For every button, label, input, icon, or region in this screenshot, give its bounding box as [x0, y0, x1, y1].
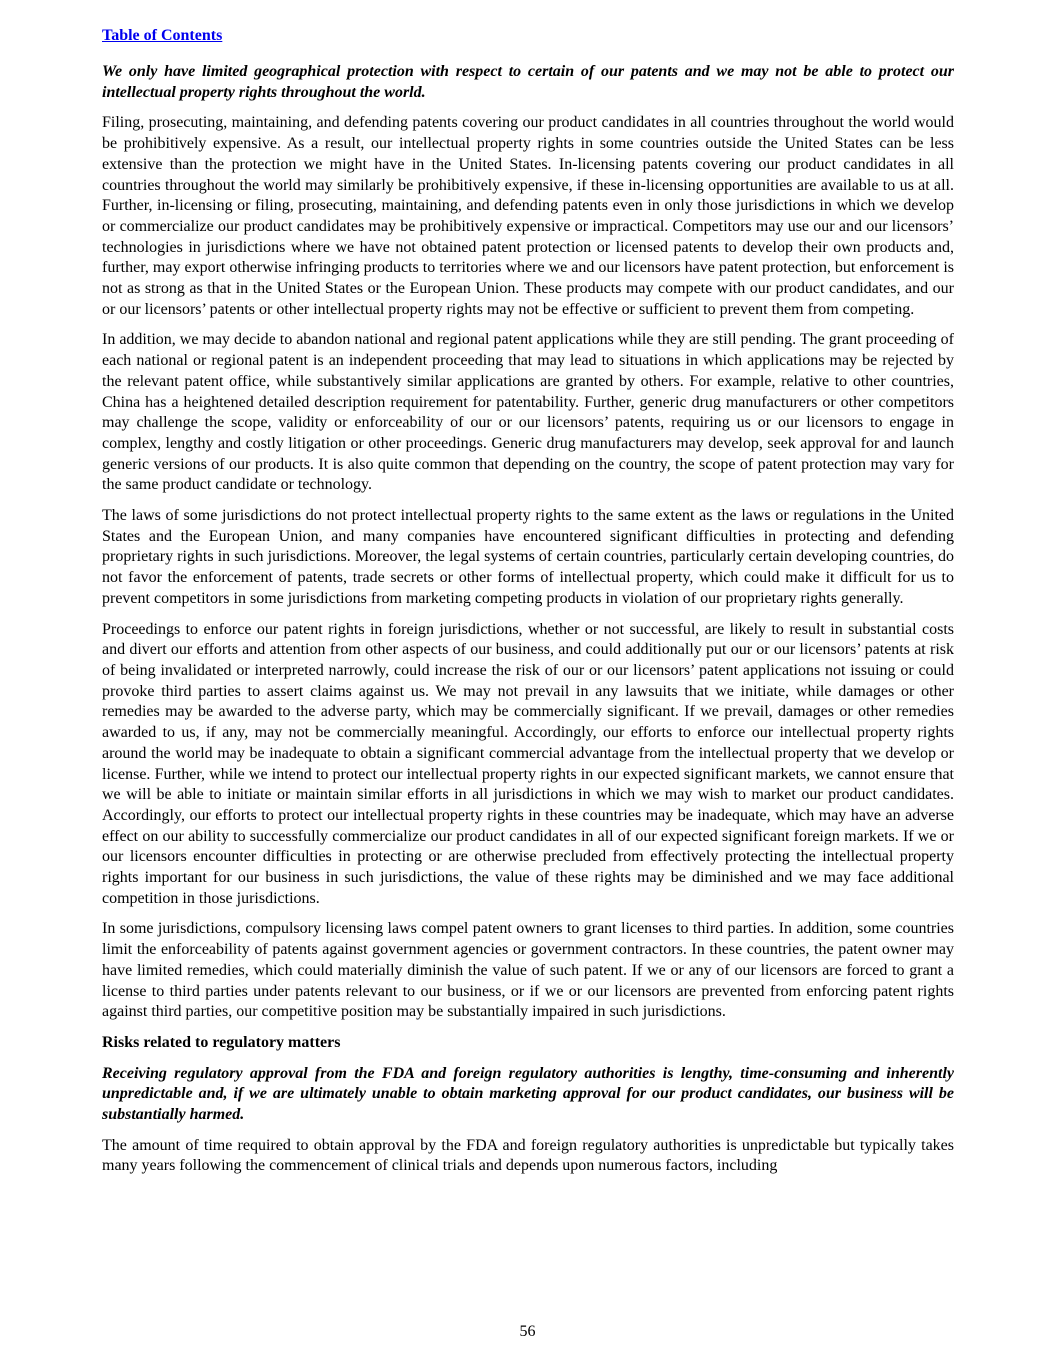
patent-protection-heading: We only have limited geographical protection with respect to certain of our patents and we may not be able to protect our intellectual property rights throughout the world.: [102, 63, 954, 101]
paragraph: In some jurisdictions, compulsory licensing laws compel patent owners to grant licenses to third parties. In addition, some countries limit the enforceability of patents against government agencies or government contractors. In these countries, the patent owner may have limited remedies, which could materially diminish the value of such patent. If we or any of our licensors are forced to grant a license to third parties under patents relevant to our business, or if we or our licensors are prevented from enforcing patent rights against third parties, our competitive position may be substantially impaired in such jurisdictions.: [102, 920, 954, 1021]
page-number: 56: [519, 1323, 536, 1340]
table-of-contents-link[interactable]: Table of Contents: [102, 27, 223, 44]
regulatory-approval-heading: Receiving regulatory approval from the FDA and foreign regulatory authorities is lengthy, time-consuming and inherently unpredictable and, if we are ultimately unable to obtain marketing approval for our product candidates, our business will be substantially harmed.: [102, 1064, 954, 1124]
document-page: [102, 26, 954, 1187]
paragraph: The amount of time required to obtain approval by the FDA and foreign regulatory authorities is unpredictable but typically takes many years following the commencement of clinical trials and depends upon numerous factors, including: [102, 1136, 954, 1175]
paragraph: The laws of some jurisdictions do not protect intellectual property rights to the same extent as the laws or regulations in the United States and the European Union, and many companies have encountered significant difficulties in protecting and defending proprietary rights in such jurisdictions. Moreover, the legal systems of certain countries, particularly certain developing countries, do not favor the enforcement of patents, trade secrets or other forms of intellectual property, which could make it difficult for us to prevent competitors in some jurisdictions from marketing competing products in violation of our proprietary rights generally.: [102, 507, 954, 607]
paragraph: In addition, we may decide to abandon national and regional patent applications while they are still pending. The grant proceeding of each national or regional patent is an independent proceeding that may lead to situations in which applications may be rejected by the relevant patent office, while substantively similar applications are granted by others. For example, relative to other countries, China has a heightened detailed description requirement for patentability. Further, generic drug manufacturers or other competitors may challenge the scope, validity or enforceability of our or our licensors’ patents, requiring us or our licensors to engage in complex, lengthy and costly litigation or other proceedings. Generic drug manufacturers may develop, seek approval for and launch generic versions of our products. It is also quite common that depending on the country, the scope of patent protection may vary for the same product candidate or technology.: [102, 331, 954, 494]
paragraph: Filing, prosecuting, maintaining, and defending patents covering our product candidates in all countries throughout the world would be prohibitively expensive. As a result, our intellectual property rights in some countries outside the United States can be less extensive than the protection we might have in the United States. In-licensing patents covering our product candidates in all countries throughout the world may similarly be prohibitively expensive, if these in-licensing opportunities are available to us at all. Further, in-licensing or filing, prosecuting, maintaining, and defending patents even in only those jurisdictions in which we develop or commercialize our product candidates may be prohibitively expensive or impractical. Competitors may use our and our licensors’ technologies in jurisdictions where we have not obtained patent protection or licensed patents to develop their own products and, further, may export otherwise infringing products to territories where we and our licensors have patent protection, but enforcement is not as strong as that in the United States or the European Union. These products may compete with our product candidates, and our or our licensors’ patents or other intellectual property rights may not be effective or sufficient to prevent them from competing.: [102, 114, 954, 318]
regulatory-section-title: Risks related to regulatory matters: [102, 1033, 341, 1051]
paragraph: Proceedings to enforce our patent rights in foreign jurisdictions, whether or not successful, are likely to result in substantial costs and divert our efforts and attention from other aspects of our business, and could additionally put our or our licensors’ patents at risk of being invalidated or interpreted narrowly, could increase the risk of our or our licensors’ patent applications not issuing or could provoke third parties to assert claims against us. We may not prevail in any lawsuits that we initiate, while damages or other remedies may be awarded to the adverse party, which may be commercially significant. If we prevail, damages or other remedies awarded to us, if any, may not be commercially meaningful. Accordingly, our efforts to enforce our intellectual property rights around the world may be inadequate to obtain a significant commercial advantage from the intellectual property that we develop or license. Further, while we intend to protect our intellectual property rights in our expected significant markets, we cannot ensure that we will be able to initiate or maintain similar efforts in all jurisdictions in which we may wish to market our product candidates. Accordingly, our efforts to protect our intellectual property rights in these countries may be inadequate, which may have an adverse effect on our ability to successfully commercialize our product candidates in all of our expected significant foreign markets. If we or our licensors encounter difficulties in protecting or are otherwise precluded from effectively protecting the intellectual property rights important for our business in such jurisdictions, the value of these rights may be diminished and we may face additional competition in those jurisdictions.: [102, 620, 954, 907]
